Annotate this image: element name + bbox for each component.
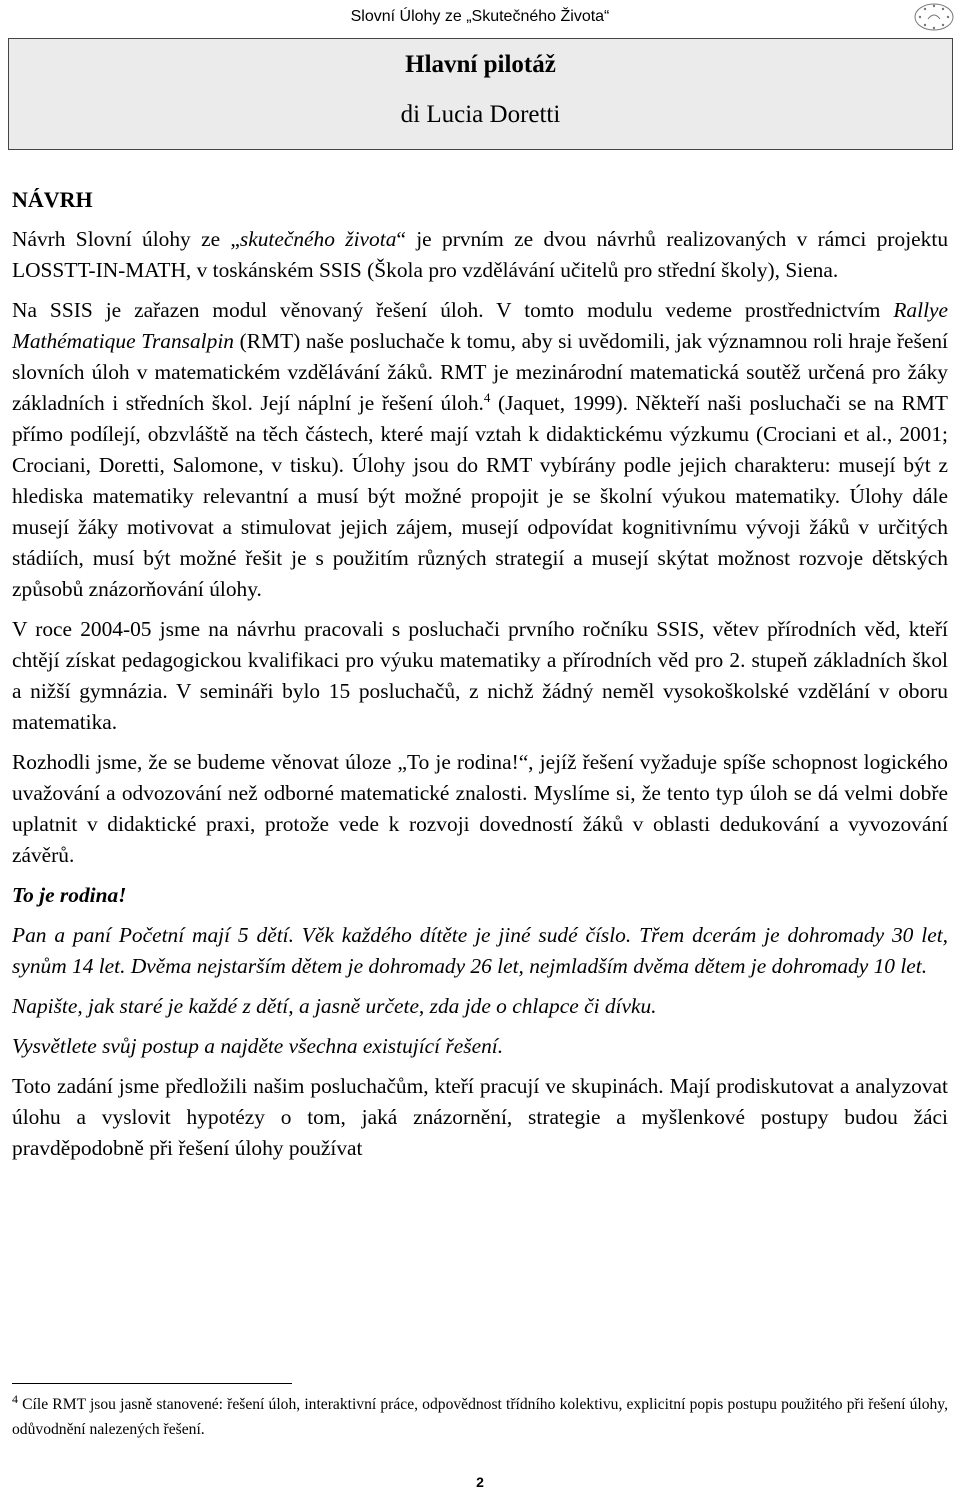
text-run: Návrh Slovní úlohy ze „ [12, 227, 240, 251]
footnote-mark: 4 [12, 1391, 18, 1406]
text-run: (Jaquet, 1999). Někteří naši posluchači se na RMT přímo podílejí, obzvláště na těch částech, které mají vztah k didaktickému výzkumu (Crociani et al., 2001; Crociani, Doretti, Salomone, v tisku). Úlohy jsou do RMT vybírány podle jejich charakteru: musejí být z hlediska matematiky relevantní a musí být možné propojit je se školní výukou matematiky. Úlohy dále musejí žáky motivovat a stimulovat jejich zájem, musejí odpovídat kognitivnímu vývoji žáků v určitých stádiích, musí být možné řešit je s použitím různých strategií a musejí skýtat možnost rozvoje dětských způsobů znázorňování úlohy. [12, 391, 948, 601]
task-title: To je rodina! [12, 883, 127, 907]
document-title: Hlavní pilotáž [405, 51, 556, 78]
paragraph-task-choice: Rozhodli jsme, že se budeme věnovat úloze „To je rodina!“, jejíž řešení vyžaduje spíše schopnost logického uvažování a odvozování než odborné matematické znalosti. Myslíme si, že tento typ úloh se dá velmi dobře uplatnit v didaktické praxi, protože vede k rozvoji dovedností žáků v oblasti dedukování a vyvozování závěrů. [12, 750, 948, 867]
task-instruction-1: Napište, jak staré je každé z dětí, a jasně určete, zda jde o chlapce či dívku. [12, 994, 657, 1018]
title-box [8, 38, 953, 150]
footnote-reference[interactable]: 4 [483, 389, 491, 405]
text-run: “ je prvním ze dvou návrhů realizovaných v rámci projektu LOSSTT-IN-MATH, v toskánském SSIS (Škola pro vzdělávání učitelů pro střední školy), Siena. [12, 227, 949, 282]
paragraph-2004-05: V roce 2004-05 jsme na návrhu pracovali s posluchači prvního ročníku SSIS, větev přírodních věd, kteří chtějí získat pedagogickou kvalifikaci pro výuku matematiky a přírodních věd pro 2. stupeň základních škol a nižší gymnázia. V semináři bylo 15 posluchačů, z nichž žádný neměl vysokoškolské vzdělání v oboru matematika. [12, 617, 948, 734]
document-author: di Lucia Doretti [400, 101, 561, 128]
text-run-italic: skutečného života [239, 227, 397, 251]
eu-stars-logo-icon [913, 2, 955, 32]
section-heading: NÁVRH [12, 187, 93, 212]
main-content [12, 184, 948, 1173]
text-run-italic: Rallye Mathématique Transalpin [12, 298, 948, 353]
footnote-divider [12, 1383, 292, 1384]
paragraph-group-work: Toto zadání jsme předložili našim posluchačům, kteří pracují ve skupinách. Mají prodiskutovat a analyzovat úlohu a vyslovit hypotézy o tom, jaká znázornění, strategie a myšlenkové postupy budou žáci pravděpodobně při řešení úlohy používat [12, 1074, 948, 1160]
task-instruction-2: Vysvětlete svůj postup a najděte všechna existující řešení. [12, 1034, 504, 1058]
text-run: Na SSIS je zařazen modul věnovaný řešení úloh. V tomto modulu vedeme prostřednictvím [12, 298, 894, 322]
running-header: Slovní Úlohy ze „Skutečného Života“ [350, 8, 610, 25]
paragraph-intro [12, 224, 948, 286]
paragraph-ssis-module [12, 295, 948, 605]
task-statement: Pan a paní Početní mají 5 dětí. Věk každého dítěte je jiné sudé číslo. Třem dcerám je dohromady 30 let, synům 14 let. Dvěma nejstarším dětem je dohromady 26 let, nejmladším dvěma dětem je dohromady 10 let. [12, 923, 948, 978]
footnote-text: Cíle RMT jsou jasně stanovené: řešení úloh, interaktivní práce, odpovědnost třídního kolektivu, explicitní popis postupu použitého při řešení úlohy, odůvodnění nalezených řešení. [12, 1396, 948, 1438]
page-number: 2 [476, 1474, 484, 1490]
text-run: (RMT) naše posluchače k tomu, aby si uvědomili, jak významnou roli hraje řešení slovních úloh v matematickém vzdělávání žáků. RMT je mezinárodní matematická soutěž určená pro žáky základních i středních škol. Její náplní je řešení úloh. [12, 329, 949, 415]
footnote [12, 1392, 948, 1442]
